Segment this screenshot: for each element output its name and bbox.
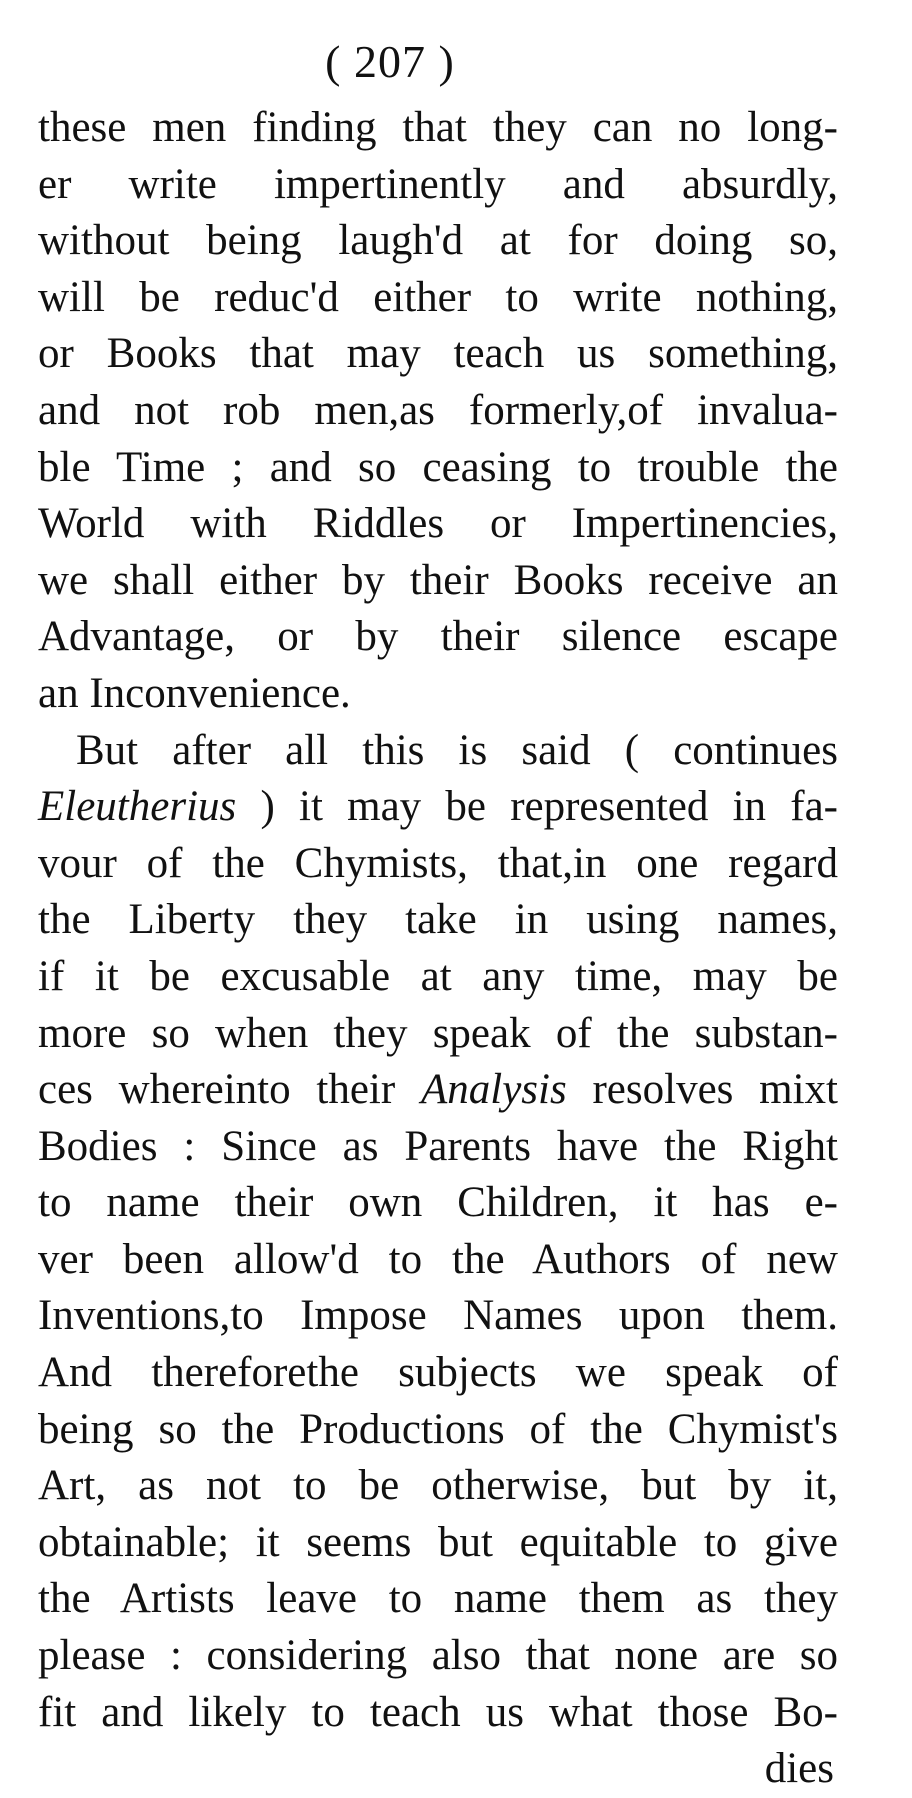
italic-word-analysis: Analysis xyxy=(420,1066,567,1114)
text-line-24: being so the Productions of the Chymist's xyxy=(38,1405,838,1453)
text-line-5: or Books that may teach us something, xyxy=(38,330,838,378)
text-line-20: to name their own Children, it has e- xyxy=(38,1179,838,1227)
text-line-7: ble Time ; and so ceasing to trouble the xyxy=(38,443,838,491)
text-line-12: But after all this is said ( continues xyxy=(76,726,838,774)
text-line-17: more so when they speak of the substan- xyxy=(38,1009,838,1057)
text-line-19: Bodies : Since as Parents have the Right xyxy=(38,1122,838,1170)
text-line-22: Inventions,to Impose Names upon them. xyxy=(38,1292,838,1340)
text-line-13 xyxy=(38,779,838,836)
text-line-14: vour of the Chymists, that,in one regard xyxy=(38,839,838,887)
text-line-29: fit and likely to teach us what those Bo- xyxy=(38,1688,838,1736)
text-line-4: will be reduc'd either to write nothing, xyxy=(38,273,838,321)
text-line-10: Advantage, or by their silence escape xyxy=(38,613,838,661)
text-line-18-post: resolves mixt xyxy=(566,1066,839,1114)
text-line-21: ver been allow'd to the Authors of new xyxy=(38,1235,838,1283)
text-line-3: without being laugh'd at for doing so, xyxy=(38,217,838,265)
text-line-8: World with Riddles or Impertinencies, xyxy=(38,500,838,548)
page-number: ( 207 ) xyxy=(325,36,455,87)
catchword: dies xyxy=(764,1745,834,1793)
text-line-11: an Inconvenience. xyxy=(38,669,351,717)
text-line-6: and not rob men,as formerly,of invalua- xyxy=(38,386,838,434)
italic-name-eleutherius: Eleutherius xyxy=(38,783,237,831)
text-line-25: Art, as not to be otherwise, but by it, xyxy=(38,1462,838,1510)
text-line-28: please : considering also that none are so xyxy=(38,1632,838,1680)
text-line-13-post: ) it may be represented in fa- xyxy=(236,783,838,831)
body-text xyxy=(38,100,838,1798)
text-line-15: the Liberty they take in using names, xyxy=(38,896,838,944)
text-line-1: these men finding that they can no long- xyxy=(38,104,838,151)
text-line-18-pre: ces whereinto their xyxy=(38,1066,421,1114)
text-line-18 xyxy=(38,1062,838,1119)
text-line-9: we shall either by their Books receive an xyxy=(38,556,838,604)
text-line-2: er write impertinently and absurdly, xyxy=(38,160,838,208)
text-line-16: if it be excusable at any time, may be xyxy=(38,952,838,1000)
text-line-26: obtainable; it seems but equitable to give xyxy=(38,1518,838,1566)
text-line-27: the Artists leave to name them as they xyxy=(38,1575,838,1623)
text-line-23: And thereforethe subjects we speak of xyxy=(38,1349,838,1397)
